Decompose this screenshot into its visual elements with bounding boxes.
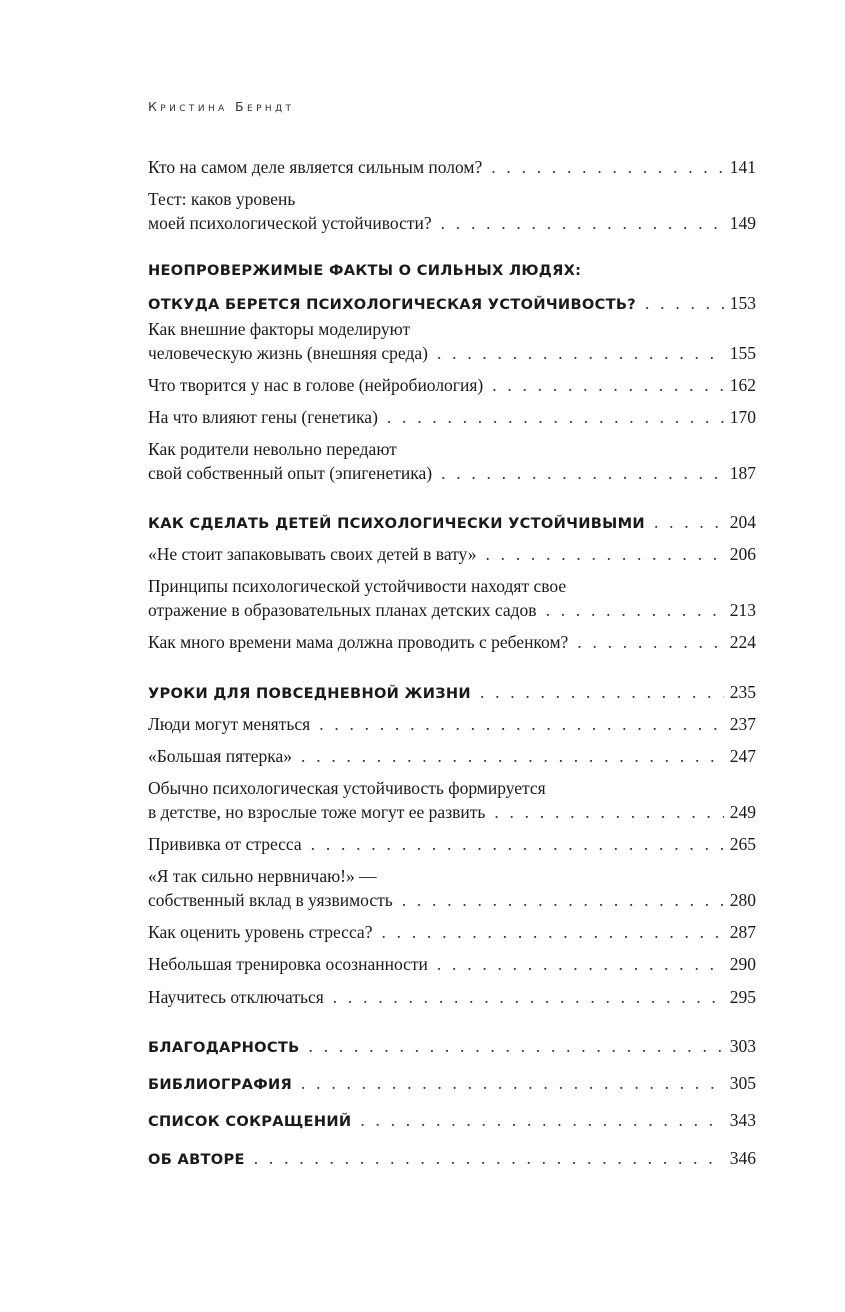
- toc-entry[interactable]: [148, 574, 756, 622]
- toc-entry-title: «Большая пятерка»: [148, 746, 293, 766]
- toc-page-number: 343: [729, 1110, 756, 1130]
- leader-dots: [441, 461, 724, 485]
- toc-entry-title: Кто на самом деле является сильным полом?: [148, 157, 483, 177]
- leader-dots: [577, 630, 723, 654]
- toc-entry[interactable]: [148, 920, 756, 944]
- toc-entry[interactable]: [148, 952, 756, 976]
- toc-entry[interactable]: [148, 437, 756, 485]
- toc-entry[interactable]: [148, 155, 756, 179]
- toc-section-title: УРОКИ ДЛЯ ПОВСЕДНЕВНОЙ ЖИЗНИ: [148, 685, 471, 702]
- leader-dots: [645, 291, 724, 315]
- leader-dots: [301, 744, 724, 768]
- toc-section-title: БИБЛИОГРАФИЯ: [148, 1076, 293, 1093]
- toc-entry-title: Тест: каков уровень: [148, 189, 296, 209]
- toc-page-number: 162: [729, 375, 756, 395]
- toc-entry-title-cont: моей психологической устойчивости?: [148, 213, 432, 233]
- toc-page-number: 295: [729, 987, 756, 1007]
- toc-section[interactable]: [148, 1071, 756, 1095]
- toc-entry[interactable]: [148, 744, 756, 768]
- toc-section[interactable]: [148, 1034, 756, 1058]
- toc-entry[interactable]: [148, 832, 756, 856]
- toc-page-number: 237: [729, 714, 756, 734]
- toc-section-title: ОБ АВТОРЕ: [148, 1151, 245, 1168]
- toc-entry-title-cont: человеческую жизнь (внешняя среда): [148, 343, 428, 363]
- running-head-author: Кристина Берндт: [148, 99, 295, 114]
- toc-entry-title: Небольшая тренировка осознанности: [148, 954, 428, 974]
- toc-page-number: 290: [729, 954, 756, 974]
- toc-entry[interactable]: [148, 776, 756, 824]
- toc-section[interactable]: [148, 510, 756, 534]
- toc-page-number: 170: [729, 407, 756, 427]
- toc-entry-title-cont: в детстве, но взрослые тоже могут ее развить: [148, 802, 486, 822]
- toc-page-number: 187: [729, 463, 756, 483]
- leader-dots: [491, 155, 723, 179]
- leader-dots: [494, 800, 723, 824]
- leader-dots: [254, 1146, 724, 1170]
- leader-dots: [301, 1071, 724, 1095]
- leader-dots: [402, 888, 724, 912]
- toc-page-number: 305: [729, 1073, 756, 1093]
- toc-page-number: 206: [729, 544, 756, 564]
- toc-section[interactable]: [148, 1108, 756, 1132]
- toc-entry-title-cont: собственный вклад в уязвимость: [148, 890, 393, 910]
- leader-dots: [437, 341, 724, 365]
- leader-dots: [485, 542, 723, 566]
- toc-page-number: 141: [729, 157, 756, 177]
- toc-page-number: 303: [729, 1036, 756, 1056]
- toc-section[interactable]: [148, 259, 756, 315]
- toc-entry-title: На что влияют гены (генетика): [148, 407, 378, 427]
- leader-dots: [654, 510, 724, 534]
- leader-dots: [437, 952, 724, 976]
- toc-entry-title: Что творится у нас в голове (нейробиология): [148, 375, 484, 395]
- toc-entry-title: Прививка от стресса: [148, 834, 302, 854]
- toc-section-title: БЛАГОДАРНОСТЬ: [148, 1039, 300, 1056]
- toc-section[interactable]: [148, 1146, 756, 1170]
- toc-entry-title: Как внешние факторы моделируют: [148, 319, 411, 339]
- toc-entry[interactable]: [148, 630, 756, 654]
- toc-page-number: 346: [729, 1148, 756, 1168]
- toc-entry-title: Как родители невольно передают: [148, 439, 397, 459]
- toc-entry-title: «Не стоит запаковывать своих детей в вату»: [148, 544, 477, 564]
- toc-section-title: НЕОПРОВЕРЖИМЫЕ ФАКТЫ О СИЛЬНЫХ ЛЮДЯХ:: [148, 262, 582, 279]
- toc-section-title-cont: ОТКУДА БЕРЕТСЯ ПСИХОЛОГИЧЕСКАЯ УСТОЙЧИВОСТЬ?: [148, 296, 637, 313]
- toc-page-number: 213: [729, 600, 756, 620]
- toc-section-title: СПИСОК СОКРАЩЕНИЙ: [148, 1113, 352, 1130]
- toc-entry[interactable]: [148, 985, 756, 1009]
- toc-entry-title-cont: свой собственный опыт (эпигенетика): [148, 463, 433, 483]
- leader-dots: [311, 832, 724, 856]
- toc-entry-title: Обычно психологическая устойчивость формируется: [148, 778, 546, 798]
- toc-entry[interactable]: [148, 864, 756, 912]
- toc-section-title: КАК СДЕЛАТЬ ДЕТЕЙ ПСИХОЛОГИЧЕСКИ УСТОЙЧИВЫМИ: [148, 515, 645, 532]
- toc-page-number: 204: [729, 512, 756, 532]
- toc-entry[interactable]: [148, 542, 756, 566]
- leader-dots: [387, 405, 724, 429]
- leader-dots: [492, 373, 724, 397]
- toc-page-number: 287: [729, 922, 756, 942]
- toc-entry-title: Научитесь отключаться: [148, 987, 324, 1007]
- leader-dots: [333, 985, 724, 1009]
- toc-page-number: 149: [729, 213, 756, 233]
- toc-entry[interactable]: [148, 317, 756, 365]
- toc-page-number: 265: [729, 834, 756, 854]
- toc-page-number: 155: [729, 343, 756, 363]
- leader-dots: [360, 1108, 723, 1132]
- toc-page-number: 249: [729, 802, 756, 822]
- leader-dots: [546, 598, 724, 622]
- leader-dots: [309, 1034, 724, 1058]
- toc-page-number: 153: [729, 293, 756, 313]
- toc-entry-title: Как оценить уровень стресса?: [148, 922, 373, 942]
- leader-dots: [480, 680, 724, 704]
- toc-entry[interactable]: [148, 187, 756, 235]
- leader-dots: [441, 211, 724, 235]
- toc-entry[interactable]: [148, 405, 756, 429]
- toc-entry-title: «Я так сильно нервничаю!» —: [148, 866, 377, 886]
- toc-section[interactable]: [148, 680, 756, 704]
- toc-entry-title-cont: отражение в образовательных планах детских садов: [148, 600, 537, 620]
- toc-page-number: 280: [729, 890, 756, 910]
- toc-page-number: 235: [729, 682, 756, 702]
- toc-page-number: 247: [729, 746, 756, 766]
- toc-entry-title: Как много времени мама должна проводить с ребенком?: [148, 632, 569, 652]
- toc-entry[interactable]: [148, 373, 756, 397]
- toc-entry-title: Принципы психологической устойчивости находят свое: [148, 576, 567, 596]
- toc-entry[interactable]: [148, 712, 756, 736]
- toc-page-number: 224: [729, 632, 756, 652]
- leader-dots: [319, 712, 724, 736]
- toc-entry-title: Люди могут меняться: [148, 714, 311, 734]
- leader-dots: [381, 920, 723, 944]
